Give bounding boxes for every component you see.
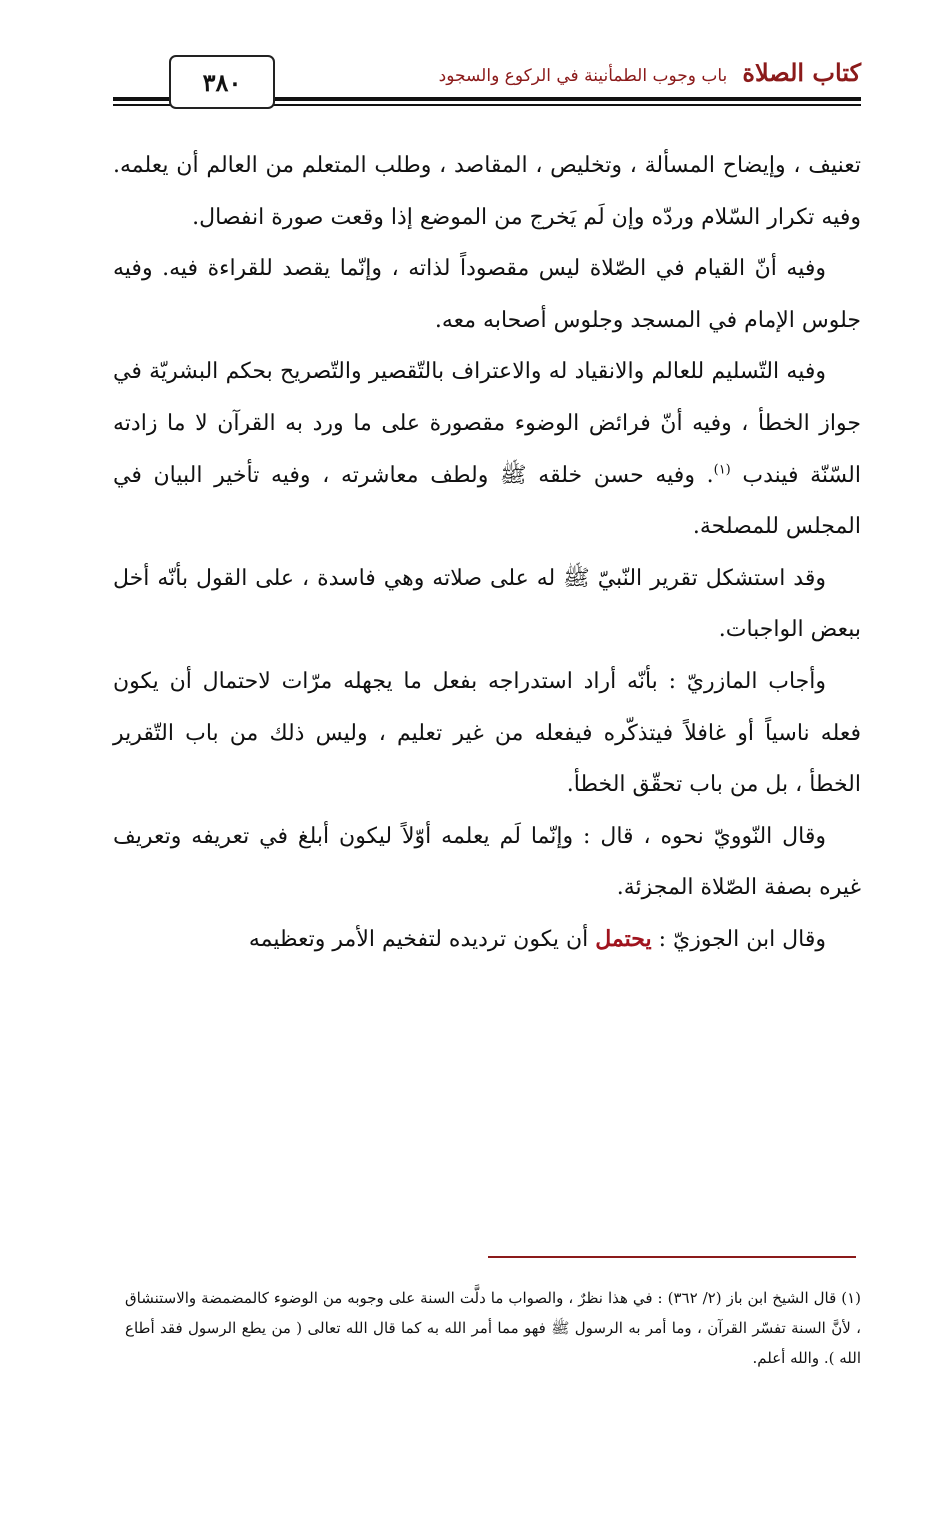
paragraph: [113, 243, 861, 346]
paragraph: [113, 140, 861, 243]
paragraph: [113, 914, 861, 966]
paragraph-text: وقال النّوويّ نحوه ، قال : وإنّما لَم يعلمه أوّلاً ليكون أبلغ في تعريفه وتعريف غيره بصفة الصّلاة المجزئة.: [113, 823, 861, 901]
paragraph-text: تعنيف ، وإيضاح المسألة ، وتخليص ، المقاصد ، وطلب المتعلم من العالم أن يعلمه. وفيه تكرار السّلام وردّه وإن لَم يَخرج من الموضع إذا وقعت صورة انفصال.: [113, 153, 861, 230]
paragraph: [113, 553, 861, 656]
footnote-text: (١) قال الشيخ ابن باز (٢/ ٣٦٢) : في هذا نظرٌ ، والصواب ما دلَّت السنة على وجوبه من الوضوء كالمضمضة والاستنشاق ، لأنَّ السنة تفسّر القرآن ، وما أمر به الرسول ﷺ فهو مما أمر الله به كما قال الله تعالى ( من يطع الرسول فقد أطاع الله ). والله أعلم.: [125, 1289, 862, 1367]
main-text: [113, 140, 861, 966]
page-header: [113, 50, 861, 110]
footnote: [125, 1283, 861, 1373]
paragraph-text: أن يكون ترديده لتفخيم الأمر وتعظيمه: [248, 926, 596, 952]
paragraph-text: وقال ابن الجوزيّ :: [651, 926, 826, 952]
paragraph: [113, 811, 861, 914]
paragraph-text: وأجاب المازريّ : بأنّه أراد استدراجه بفعل ما يجهله مرّات لاحتمال أن يكون فعله ناسياً أو غافلاً فيتذكّره فيفعله من غير تعليم ، وليس ذلك من باب التّقرير الخطأ ، بل من باب تحقّق الخطأ.: [113, 668, 861, 798]
paragraph-text: وفيه أنّ القيام في الصّلاة ليس مقصوداً لذاته ، وإنّما يقصد للقراءة فيه. وفيه جلوس الإمام في المسجد وجلوس أصحابه معه.: [113, 256, 861, 333]
page-number: ٣٨٠: [202, 67, 242, 97]
paragraph: [113, 656, 861, 811]
highlighted-word: يحتمل: [595, 925, 652, 952]
paragraph-text: . وفيه حسن خلقه ﷺ ولطف معاشرته ، وفيه تأخير البيان في المجلس للمصلحة.: [113, 462, 861, 540]
header-titles: [439, 58, 861, 87]
book-title: كتاب الصلاة: [742, 58, 861, 87]
footnote-separator: [488, 1256, 856, 1258]
paragraph-text: وقد استشكل تقرير النّبيّ ﷺ له على صلاته وهي فاسدة ، على القول بأنّه أخل ببعض الواجبات.: [113, 565, 861, 643]
page-number-box: [169, 55, 275, 109]
chapter-title: باب وجوب الطمأنينة في الركوع والسجود: [438, 66, 728, 86]
paragraph: [113, 346, 861, 552]
paragraph-text: وفيه التّسليم للعالم والانقياد له والاعتراف بالتّقصير والتّصريح بحكم البشريّة في جواز الخطأ ، وفيه أنّ فرائض الوضوء مقصورة على ما ورد به القرآن لا ما زادته السّنّة فيندب: [113, 359, 861, 488]
footnote-reference: (١): [713, 462, 731, 478]
